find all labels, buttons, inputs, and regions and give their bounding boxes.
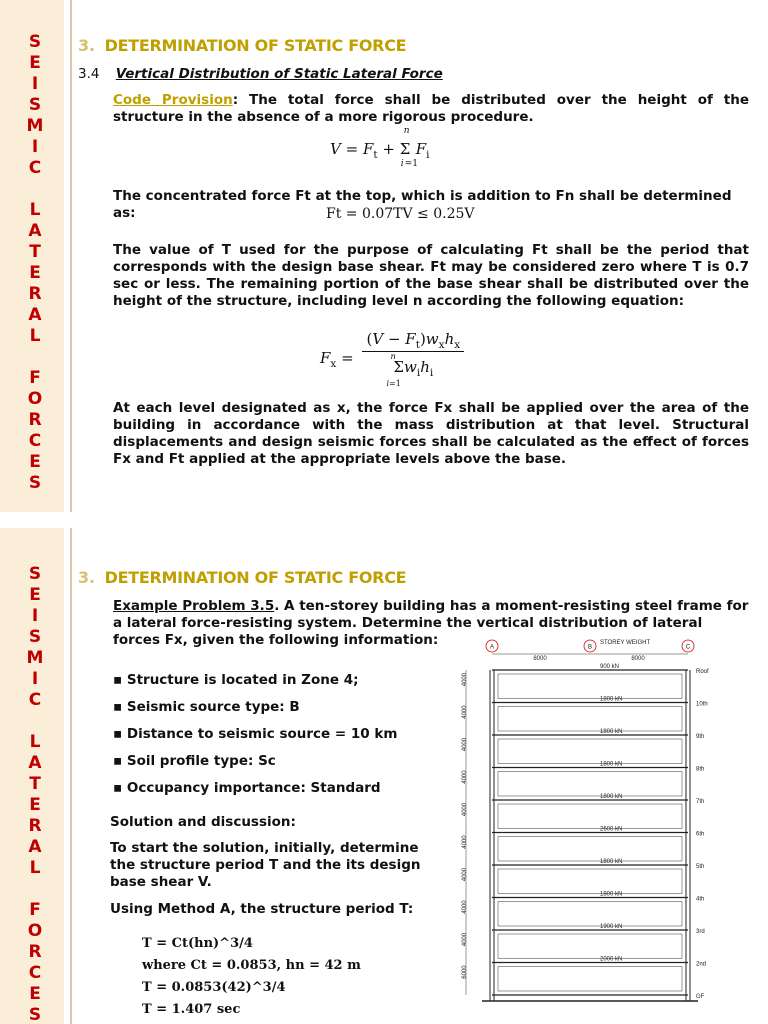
sidebar-letter (0, 179, 70, 200)
grid-label-a: A (489, 644, 495, 651)
solution-text: To start the solution, initially, determine the structure period T and the its design base shear V. (110, 840, 421, 890)
sidebar-letter: C (28, 963, 42, 983)
level-label: 3rd (696, 929, 705, 935)
paragraph-period: The value of T used for the purpose of calculating Ft shall be the period that corresponds with the design base shear. Ft may be considered zero where T is 0.7 sec or less. The remaining portion of the base shear shall be distributed over the height of the structure, including level n according the following equation: (113, 242, 749, 309)
sidebar-letter: M (26, 648, 44, 668)
period-calculation (142, 933, 361, 1021)
frame-body (462, 664, 709, 1001)
sidebar-letter: E (29, 984, 41, 1004)
level-label: 10th (696, 701, 708, 708)
storey-height: 4000 (462, 672, 468, 687)
storey-height: 4000 (462, 932, 468, 947)
grid-labels (486, 640, 694, 652)
sidebar-letter: I (31, 606, 39, 626)
list-item: ▪ Seismic source type: B (113, 699, 300, 715)
sidebar-letter: E (29, 53, 41, 73)
sidebar-divider (70, 0, 72, 512)
calc-line: T = 0.0853(42)^3/4 (142, 980, 286, 995)
level-label: 9th (696, 734, 705, 740)
level-label: 5th (696, 864, 705, 870)
list-item: ▪ Distance to seismic source = 10 km (113, 726, 398, 742)
sidebar-letter: S (28, 1005, 42, 1024)
sidebar-letter: L (29, 858, 41, 878)
slide-title (78, 568, 406, 587)
sidebar-letter: R (28, 816, 42, 836)
storey-panel (498, 707, 682, 732)
code-provision-text: : The total force shall be distributed over the height of the structure in the absence of a more rigorous procedure. (113, 92, 749, 125)
sidebar-letter: A (28, 753, 42, 773)
title-number: 3. (78, 36, 95, 55)
calc-line: T = 1.407 sec (142, 1002, 241, 1017)
sidebar-letter: S (28, 564, 42, 584)
level-label: Roof (696, 669, 709, 675)
subsection-number: 3.4 (78, 66, 100, 82)
level-label: 8th (696, 766, 705, 773)
equation-base-shear: $V = F_t$ + n Σ i =1 $F_i$ (330, 126, 430, 169)
paragraph-concentrated-force: The concentrated force Ft at the top, which is addition to Fn shall be determined as: (113, 188, 732, 221)
sidebar-letter: L (29, 732, 41, 752)
sidebar-letter: O (27, 921, 43, 941)
storey-height: 4000 (462, 835, 468, 849)
storey-panel (498, 804, 682, 829)
storey-height: 4000 (462, 900, 468, 914)
storey-panel (498, 902, 682, 927)
storey-panel (498, 869, 682, 894)
title-number: 3. (78, 568, 95, 587)
title-text: DETERMINATION OF STATIC FORCE (104, 568, 407, 587)
equation-vertical-distribution: $F_x$ = $(V - F_t)w_xh_x$ n $\Sigma w_ih_i$ i=1 (320, 330, 464, 388)
sidebar-letter: S (28, 473, 42, 493)
storey-weight: 1800 kN (600, 729, 623, 735)
sidebar-letter: A (28, 305, 42, 325)
storey-weight: 1800 kN (600, 761, 623, 768)
grid-label-c: C (685, 644, 691, 651)
storey-panel (498, 967, 682, 992)
sidebar-letter: L (29, 326, 41, 346)
sidebar-divider (70, 528, 72, 1024)
list-item: ▪ Occupancy importance: Standard (113, 780, 381, 796)
level-label: 4th (696, 896, 705, 903)
storey-weight: 2600 kN (600, 826, 623, 833)
storey-weight-label: STOREY WEIGHT (600, 640, 651, 646)
storey-weight: 1800 kN (600, 696, 623, 703)
sidebar-letter: A (28, 221, 42, 241)
sidebar-letter: S (28, 32, 42, 52)
storey-weight: 1900 kN (600, 924, 623, 930)
slide-title (78, 36, 406, 55)
storey-height: 4000 (462, 802, 468, 817)
subsection-heading (78, 66, 443, 83)
title-text: DETERMINATION OF STATIC FORCE (104, 36, 407, 55)
sidebar-letter (0, 347, 70, 368)
list-item: ▪ Structure is located in Zone 4; (113, 672, 359, 688)
level-label: 7th (696, 799, 705, 805)
storey-weight: 1800 kN (600, 891, 623, 898)
sidebar-letter: A (28, 837, 42, 857)
method-text: Using Method A, the structure period T: (110, 901, 414, 917)
sidebar-letter: C (28, 690, 42, 710)
code-provision-paragraph (113, 92, 749, 126)
level-label: GF (696, 994, 705, 1000)
storey-weight: 1800 kN (600, 794, 623, 800)
sidebar-letter: I (31, 74, 39, 94)
code-provision-label: Code Provision (113, 92, 233, 108)
storey-weight: 1800 kN (600, 859, 623, 865)
sidebar-letter: R (28, 284, 42, 304)
storey-panel (498, 739, 682, 764)
sidebar-letter (0, 879, 70, 900)
storey-height: 4000 (462, 737, 468, 752)
sidebar-letter: E (29, 263, 41, 283)
storey-height: 4000 (462, 770, 468, 784)
sidebar-letter: M (26, 116, 44, 136)
level-label: 2nd (696, 961, 707, 968)
storey-weight: 900 kN (600, 664, 620, 670)
storey-height: 6000 (462, 965, 468, 979)
storey-panel (498, 837, 682, 862)
sidebar-vertical-text (0, 32, 70, 494)
sidebar-letter: T (29, 774, 41, 794)
sidebar-letter: F (29, 900, 41, 920)
grid-label-b: B (587, 644, 593, 651)
sidebar-letter: C (28, 431, 42, 451)
storey-height: 4000 (462, 867, 468, 882)
sidebar-letter: O (27, 389, 43, 409)
subsection-title: Vertical Distribution of Static Lateral Force (115, 66, 443, 82)
calc-line: where Ct = 0.0853, hn = 42 m (142, 958, 361, 973)
sidebar-letter: S (28, 95, 42, 115)
list-item: ▪ Soil profile type: Sc (113, 753, 276, 769)
storey-height: 4000 (462, 705, 468, 719)
sidebar-letter: E (29, 452, 41, 472)
bay-width-1: 8000 (533, 656, 547, 662)
solution-heading: Solution and discussion: (110, 814, 296, 830)
sidebar-letter: C (28, 158, 42, 178)
sidebar-letter: E (29, 795, 41, 815)
example-text: . A ten-storey building has a moment-resisting steel frame for a lateral force-resisting system. Determine the vertical distribution of lateral forces Fx, given the following information: (113, 598, 749, 648)
sidebar-letter: T (29, 242, 41, 262)
sidebar-vertical-text (0, 564, 70, 1024)
slide-2 (0, 528, 768, 1024)
storey-weight: 2000 kN (600, 956, 623, 963)
sidebar-letter: L (29, 200, 41, 220)
storey-panel (498, 772, 682, 797)
sidebar-letter: E (29, 585, 41, 605)
sidebar-letter: I (31, 137, 39, 157)
level-label: 6th (696, 831, 705, 838)
given-list (113, 672, 443, 797)
sidebar-letter: R (28, 942, 42, 962)
bay-width-2: 8000 (631, 656, 645, 662)
sidebar-letter: I (31, 669, 39, 689)
sidebar-letter: S (28, 627, 42, 647)
storey-panel (498, 674, 682, 699)
sidebar-letter: R (28, 410, 42, 430)
calc-line: T = Ct(hn)^3/4 (142, 936, 253, 951)
sidebar-letter: F (29, 368, 41, 388)
frame-diagram (440, 636, 740, 1024)
equation-top-force: Ft = 0.07TV ≤ 0.25V (326, 206, 475, 222)
example-label: Example Problem 3.5 (113, 598, 275, 614)
paragraph-level-force: At each level designated as x, the force Fx shall be applied over the area of the building in accordance with the mass distribution at that level. Structural displacements and design seismic forces shall be calculated as the effect of forces Fx and Ft applied at the appropriate levels above the base. (113, 400, 749, 467)
storey-panel (498, 934, 682, 959)
sidebar-letter (0, 711, 70, 732)
